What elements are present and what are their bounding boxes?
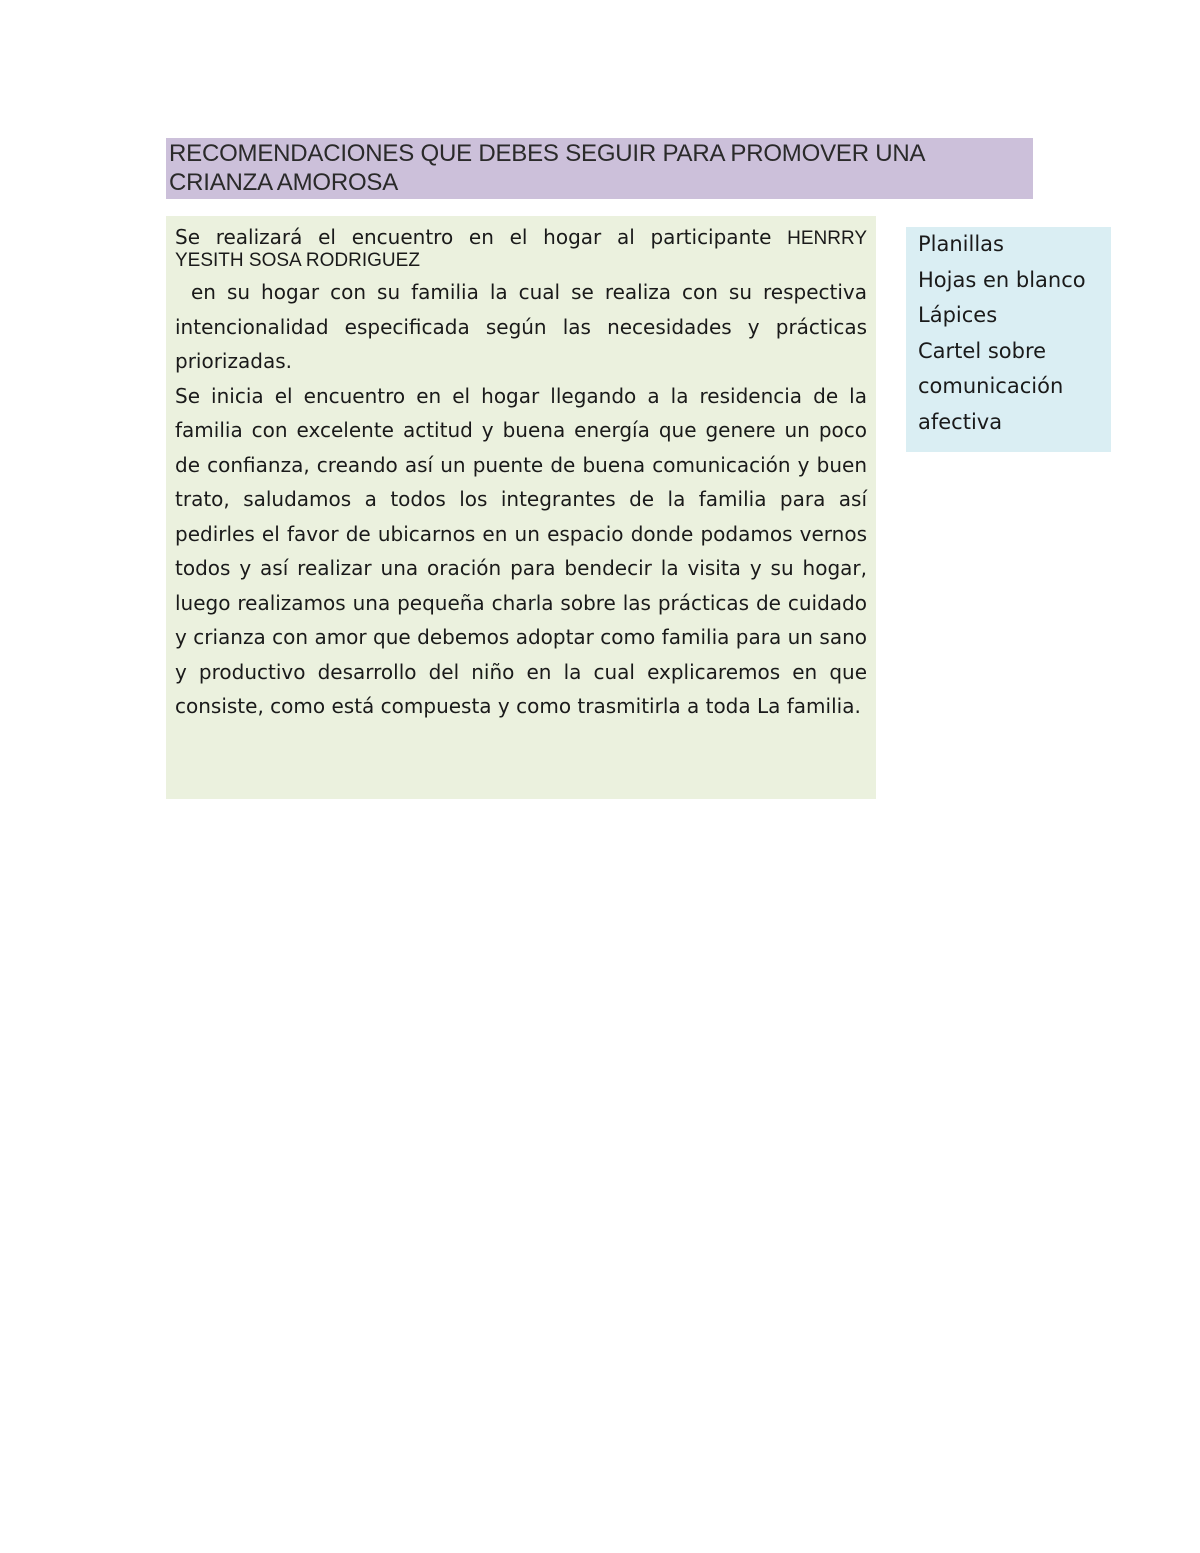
material-item: Planillas (918, 232, 1004, 256)
material-item: comunicación (918, 374, 1064, 398)
material-item: Hojas en blanco (918, 267, 1086, 292)
material-item: Lápices (918, 303, 998, 327)
paragraph-1: en su hogar con su familia la cual se realiza con su respectiva intencionalidad especificada según las necesidades y prácticas priorizadas. (175, 280, 867, 373)
participant-first-name: HENRRY (787, 228, 867, 249)
page-title (166, 138, 1033, 199)
materials-list (906, 227, 1111, 452)
material-item: afectiva (918, 409, 1003, 434)
material-item: Cartel sobre (918, 338, 1047, 363)
intro-text: Se realizará el encuentro en el hogar al participante (175, 225, 772, 249)
paragraph-2: Se inicia el encuentro en el hogar llegando a la residencia de la familia con excelente actitud y buena energía que genere un poco de confianza, creando así un puente de buena comunicación y buen trato, saludamos a todos los integrantes de la familia para así pedirles el favor de ubicarnos en un espacio donde podamos vernos todos y así realizar una oración para bendecir la visita y su hogar, luego realizamos una pequeña charla sobre las prácticas de cuidado y crianza con amor que debemos adoptar como familia para un sano y productivo desarrollo del niño en la cual explicaremos en que consiste, como está compuesta y como trasmitirla a toda La familia. (175, 383, 867, 718)
participant-name: YESITH SOSA RODRIGUEZ (175, 250, 420, 271)
activity-description (166, 216, 876, 799)
page-title-text: RECOMENDACIONES QUE DEBES SEGUIR PARA PROMOVER UNA CRIANZA AMOROSA (169, 140, 925, 196)
